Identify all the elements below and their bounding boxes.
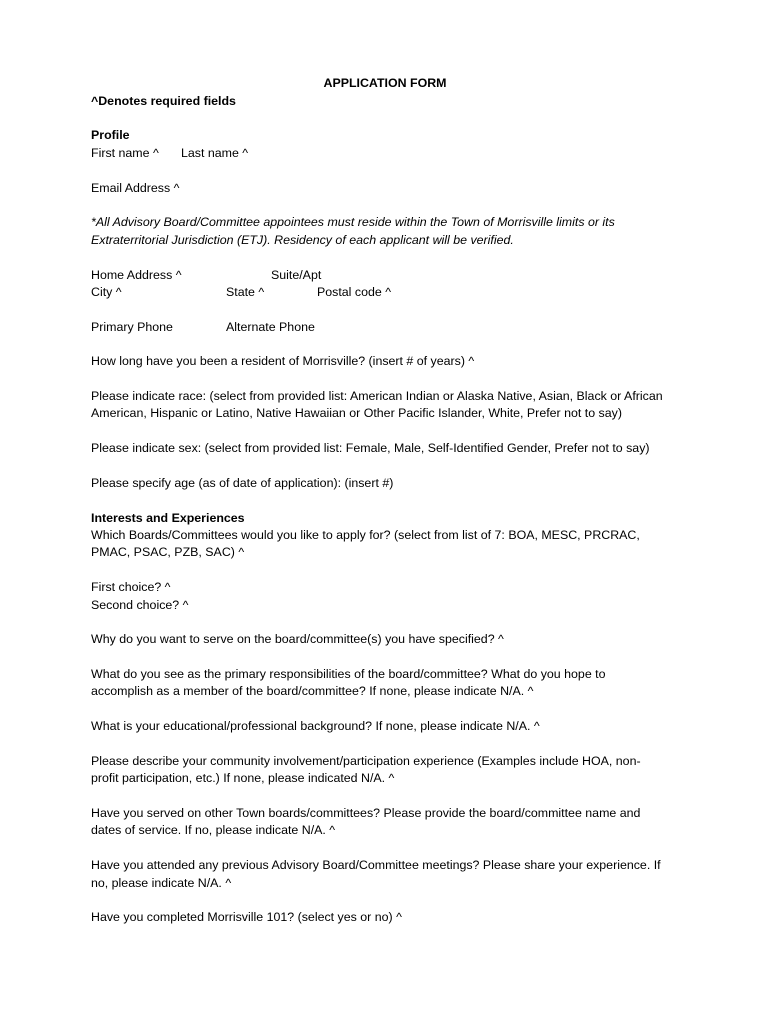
required-fields-note: ^Denotes required fields	[91, 94, 236, 108]
residency-note-line-1: *All Advisory Board/Committee appointees must reside within the Town of Morrisville limits or its	[91, 215, 615, 229]
served-question-line-1: Have you served on other Town boards/committees? Please provide the board/committee name and	[91, 806, 641, 820]
postal-code-label: Postal code ^	[317, 285, 392, 299]
first-choice-label: First choice? ^	[91, 580, 171, 594]
state-label: State ^	[226, 285, 265, 299]
profile-heading: Profile	[91, 128, 130, 142]
first-name-label: First name ^	[91, 146, 159, 160]
responsibilities-question-line-1: What do you see as the primary responsibilities of the board/committee? What do you hope to	[91, 667, 606, 681]
morrisville-101-question: Have you completed Morrisville 101? (select yes or no) ^	[91, 910, 402, 924]
served-question-line-2: dates of service. If no, please indicate N/A. ^	[91, 823, 336, 837]
community-question-line-2: profit participation, etc.) If none, please indicated N/A. ^	[91, 771, 395, 785]
attended-question-line-1: Have you attended any previous Advisory Board/Committee meetings? Please share your experience. If	[91, 858, 661, 872]
age-question: Please specify age (as of date of application): (insert #)	[91, 476, 394, 490]
page-title: APPLICATION FORM	[323, 76, 447, 90]
resident-years-question: How long have you been a resident of Morrisville? (insert # of years) ^	[91, 354, 475, 368]
race-question-line-1: Please indicate race: (select from provided list: American Indian or Alaska Native, Asian, Black or African	[91, 389, 663, 403]
boards-question-line-1: Which Boards/Committees would you like to apply for? (select from list of 7: BOA, MESC, PRCRAC,	[91, 528, 640, 542]
residency-note-line-2: Extraterritorial Jurisdiction (ETJ). Residency of each applicant will be verified.	[91, 233, 514, 247]
email-label: Email Address ^	[91, 181, 180, 195]
suite-apt-label: Suite/Apt	[271, 268, 322, 282]
primary-phone-label: Primary Phone	[91, 320, 173, 334]
why-serve-question: Why do you want to serve on the board/committee(s) you have specified? ^	[91, 632, 504, 646]
alternate-phone-label: Alternate Phone	[226, 320, 315, 334]
home-address-label: Home Address ^	[91, 268, 182, 282]
race-question-line-2: American, Hispanic or Latino, Native Hawaiian or Other Pacific Islander, White, Prefer not to say)	[91, 406, 622, 420]
boards-question-line-2: PMAC, PSAC, PZB, SAC) ^	[91, 545, 245, 559]
city-label: City ^	[91, 285, 122, 299]
sex-question: Please indicate sex: (select from provided list: Female, Male, Self-Identified Gender, Prefer not to say)	[91, 441, 650, 455]
community-question-line-1: Please describe your community involvement/participation experience (Examples include HOA, non-	[91, 754, 641, 768]
last-name-label: Last name ^	[181, 146, 249, 160]
attended-question-line-2: no, please indicate N/A. ^	[91, 876, 232, 890]
second-choice-label: Second choice? ^	[91, 598, 189, 612]
background-question: What is your educational/professional background? If none, please indicate N/A. ^	[91, 719, 540, 733]
interests-heading: Interests and Experiences	[91, 511, 245, 525]
responsibilities-question-line-2: accomplish as a member of the board/committee? If none, please indicate N/A. ^	[91, 684, 534, 698]
